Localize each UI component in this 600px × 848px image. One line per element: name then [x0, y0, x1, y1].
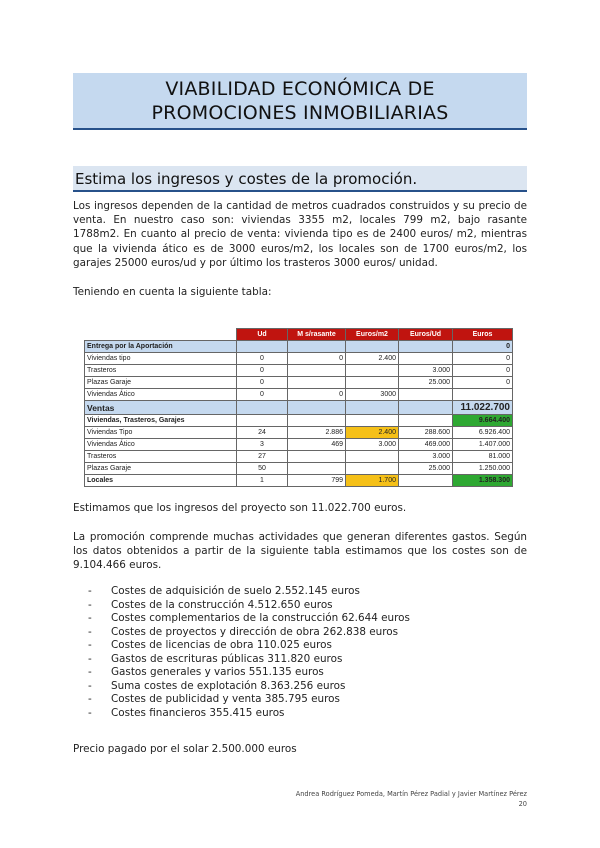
cell-ud: 0	[237, 377, 288, 389]
cell-ud: 0	[237, 365, 288, 377]
viviendas-label: Viviendas, Trasteros, Garajes	[85, 415, 237, 427]
locales-total: 1.358.300	[453, 475, 513, 487]
cell-ud: 24	[237, 427, 288, 439]
list-item	[88, 707, 410, 721]
list-marker: -	[88, 585, 92, 597]
cell-euros: 6.926.400	[453, 427, 513, 439]
footer-authors: Andrea Rodríguez Pomeda, Martín Pérez Padial y Javier Martínez Pérez	[295, 790, 527, 798]
list-marker: -	[88, 598, 92, 611]
income-paragraph: Estimamos que los ingresos del proyecto son 11.022.700 euros.	[73, 502, 407, 514]
aportacion-row	[85, 341, 513, 353]
page-title	[73, 73, 527, 130]
table-intro-paragraph: Teniendo en cuenta la siguiente tabla:	[73, 286, 272, 298]
cell-m2: 469	[288, 439, 346, 451]
list-marker: -	[88, 693, 92, 705]
cell-euros: 0	[453, 377, 513, 389]
cell-m2	[288, 377, 346, 389]
cell-ud: 27	[237, 451, 288, 463]
row-label: Viviendas Tipo	[85, 427, 237, 439]
cell-eur-m2	[346, 365, 399, 377]
list-marker: -	[88, 706, 92, 719]
table-row	[85, 427, 513, 439]
aportacion-label: Entrega por la Aportación	[85, 341, 237, 353]
list-item-text: Suma costes de explotación 8.363.256 euros	[111, 679, 346, 692]
cell-m2	[288, 463, 346, 475]
cell-eur-m2	[346, 451, 399, 463]
cell-m2: 2.886	[288, 427, 346, 439]
cell-euros: 1.407.000	[453, 439, 513, 451]
list-item-text: Costes financieros 355.415 euros	[111, 706, 285, 719]
header-eur-m2: Euros/m2	[346, 329, 399, 341]
list-item-text: Costes de proyectos y dirección de obra 262.838 euros	[111, 625, 399, 638]
list-item	[88, 666, 410, 680]
header-m2: M s/rasante	[288, 329, 346, 341]
cell-eur-ud	[399, 353, 453, 365]
page-number: 20	[518, 800, 527, 808]
row-label: Viviendas Ático	[85, 389, 237, 401]
table-row	[85, 451, 513, 463]
cell-euros	[453, 389, 513, 401]
cell-eur-m2	[346, 463, 399, 475]
viviendas-total: 9.664.400	[453, 415, 513, 427]
locales-row	[85, 475, 513, 487]
cell-euros: 81.000	[453, 451, 513, 463]
table-row	[85, 353, 513, 365]
cell-m2: 0	[288, 389, 346, 401]
list-item-text: Gastos generales y varios 551.135 euros	[111, 666, 324, 678]
cell-eur-m2: 2.400	[346, 427, 399, 439]
row-label: Trasteros	[85, 451, 237, 463]
table-row	[85, 439, 513, 451]
cell-eur-ud: 25.000	[399, 377, 453, 389]
header-blank	[85, 329, 237, 341]
list-marker: -	[88, 679, 92, 692]
ventas-row	[85, 401, 513, 415]
cell-eur-ud: 3.000	[399, 451, 453, 463]
aportacion-total: 0	[453, 341, 513, 353]
cell-eur-ud: 3.000	[399, 365, 453, 377]
viviendas-subtotal-row	[85, 415, 513, 427]
list-item-text: Costes de publicidad y venta 385.795 euros	[111, 693, 340, 705]
table-row	[85, 389, 513, 401]
cell-ud: 3	[237, 439, 288, 451]
cell-eur-m2	[346, 377, 399, 389]
locales-label: Locales	[85, 475, 237, 487]
cell-ud: 0	[237, 389, 288, 401]
list-item-text: Costes complementarios de la construcción 62.644 euros	[111, 612, 410, 624]
row-label: Plazas Garaje	[85, 377, 237, 389]
list-item-text: Costes de la construcción 4.512.650 euros	[111, 598, 333, 611]
list-marker: -	[88, 652, 92, 665]
ventas-total: 11.022.700	[453, 401, 513, 415]
cell-eur-ud: 469.000	[399, 439, 453, 451]
cell-eur-m2: 3000	[346, 389, 399, 401]
ventas-label: Ventas	[85, 401, 237, 415]
table-row	[85, 365, 513, 377]
header-ud: Ud	[237, 329, 288, 341]
cell-eur-m2: 2.400	[346, 353, 399, 365]
list-marker: -	[88, 612, 92, 624]
row-label: Viviendas tipo	[85, 353, 237, 365]
cell-eur-m2: 1.700	[346, 475, 399, 487]
header-euros: Euros	[453, 329, 513, 341]
cell-euros: 0	[453, 353, 513, 365]
cell-ud: 1	[237, 475, 288, 487]
list-item-text: Gastos de escrituras públicas 311.820 euros	[111, 652, 343, 665]
list-item-text: Costes de licencias de obra 110.025 euros	[111, 639, 332, 651]
title-line-2: PROMOCIONES INMOBILIARIAS	[151, 102, 449, 124]
list-item	[88, 612, 410, 626]
list-marker: -	[88, 666, 92, 678]
cost-list	[88, 585, 410, 720]
list-item	[88, 680, 410, 694]
row-label: Viviendas Ático	[85, 439, 237, 451]
cell-ud: 0	[237, 353, 288, 365]
list-marker: -	[88, 625, 92, 638]
table-header-row	[85, 329, 513, 341]
list-marker: -	[88, 639, 92, 651]
cell-m2	[288, 365, 346, 377]
cell-euros: 1.250.000	[453, 463, 513, 475]
cell-m2: 799	[288, 475, 346, 487]
list-item	[88, 585, 410, 599]
income-table	[84, 328, 513, 487]
costs-intro-paragraph: La promoción comprende muchas actividades que generan diferentes gastos. Según los datos obtenidos a partir de la siguiente tabla estimamos que los costes son de 9.104.466 euros.	[73, 531, 527, 572]
cell-euros: 0	[453, 365, 513, 377]
page-footer	[296, 789, 527, 809]
list-item	[88, 639, 410, 653]
list-item-text: Costes de adquisición de suelo 2.552.145 euros	[111, 585, 360, 597]
section-heading: Estima los ingresos y costes de la promoción.	[73, 166, 527, 192]
header-eur-ud: Euros/Ud	[399, 329, 453, 341]
cell-ud: 50	[237, 463, 288, 475]
table-row	[85, 377, 513, 389]
list-item	[88, 626, 410, 640]
intro-paragraph: Los ingresos dependen de la cantidad de metros cuadrados construidos y su precio de venta. En nuestro caso son: viviendas 3355 m2, locales 799 m2, bajo rasante 1788m2. En cuanto al precio de venta: vivienda tipo es de 2400 euros/ m2, mientras que la vivienda ático es de 3000 euros/m2, los locales son de 1700 euros/m2, los garajes 25000 euros/ud y por último los trasteros 3000 euros/ unidad.	[73, 200, 527, 269]
cell-eur-ud: 25.000	[399, 463, 453, 475]
cell-eur-ud	[399, 389, 453, 401]
cell-m2	[288, 451, 346, 463]
list-item	[88, 693, 410, 707]
land-price-paragraph: Precio pagado por el solar 2.500.000 euros	[73, 743, 297, 755]
cell-eur-ud	[399, 475, 453, 487]
cell-eur-m2: 3.000	[346, 439, 399, 451]
cell-m2: 0	[288, 353, 346, 365]
table-row	[85, 463, 513, 475]
cell-eur-ud: 288.600	[399, 427, 453, 439]
row-label: Trasteros	[85, 365, 237, 377]
list-item	[88, 653, 410, 667]
row-label: Plazas Garaje	[85, 463, 237, 475]
list-item	[88, 599, 410, 613]
title-line-1: VIABILIDAD ECONÓMICA DE	[165, 78, 435, 100]
